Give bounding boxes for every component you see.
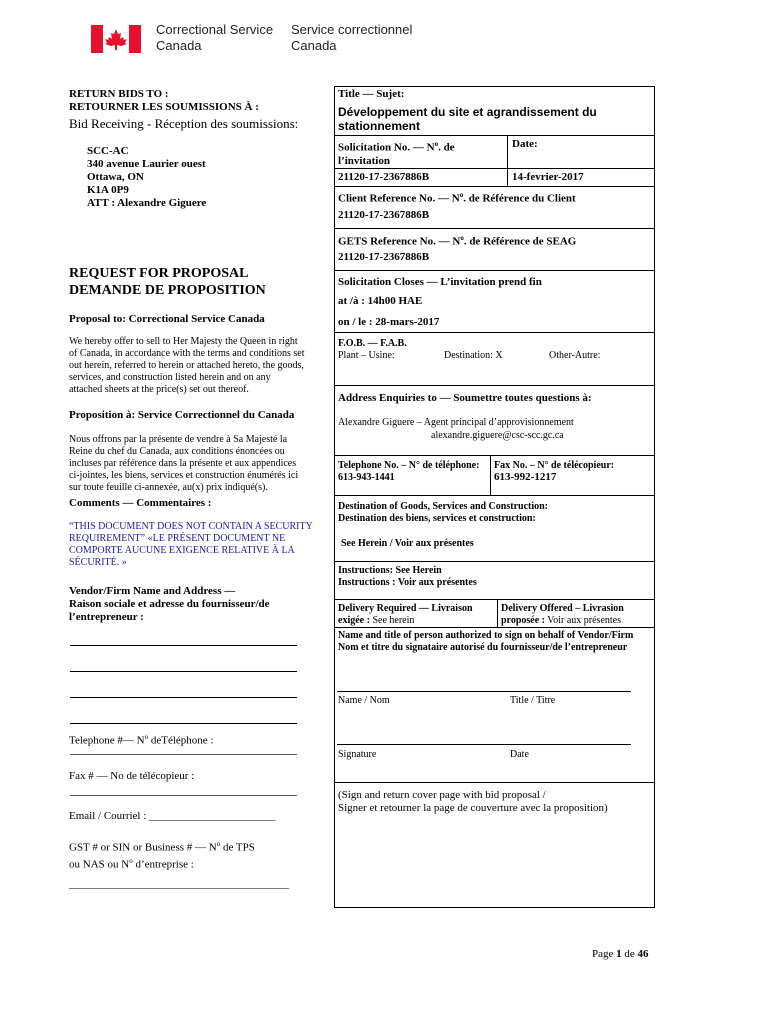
security-line: REQUIREMENT” «LE PRÉSENT DOCUMENT NE [69, 533, 286, 544]
telephone-label-a: Telephone #— N [69, 734, 145, 747]
divider [334, 385, 655, 386]
signature-field[interactable] [337, 744, 631, 745]
delivery-required-value: See herein [369, 615, 415, 626]
fob-label: F.O.B. — F.A.B. [338, 338, 407, 349]
vendor-line-field[interactable] [70, 645, 297, 646]
client-ref-label-b: . de Référence du Client [463, 192, 576, 205]
nas-label-b: d’entreprise : [132, 858, 194, 871]
dept-en-line1: Correctional Service [156, 22, 274, 37]
security-line: COMPORTE AUCUNE EXIGENCE RELATIVE À LA [69, 545, 295, 556]
proposal-to: Proposal to: Correctional Service Canada [69, 313, 265, 325]
page-label: Page [592, 948, 617, 960]
page-number [592, 948, 649, 961]
sign-note-en: (Sign and return cover page with bid proposal / [338, 789, 546, 801]
fax-field[interactable] [70, 795, 297, 796]
offer-en-line: attached sheets at the price(s) set out thereof. [69, 384, 249, 395]
divider [334, 228, 655, 229]
enquiries-name: Alexandre Giguere – Agent principal d’approvisionnement [338, 417, 574, 428]
divider [334, 599, 655, 600]
divider [334, 782, 655, 783]
offer-fr-line: Reine du chef du Canada, aux conditions énoncées ou [69, 446, 285, 457]
client-ref-value: 21120-17-2367886B [338, 209, 430, 221]
return-bids-en: RETURN BIDS TO : [69, 88, 169, 100]
offer-fr-line: Nous offrons par la présente de vendre à Sa Majesté la [69, 434, 288, 445]
destination-fr: Destination des biens, services et construction: [338, 513, 536, 524]
fob-destination: Destination: X [444, 350, 503, 361]
offer-fr-line: sur toute feuille ci-annexée, au(x) prix indiqué(s). [69, 482, 268, 493]
department-name-en [156, 22, 273, 54]
authorized-signer-label [338, 630, 633, 654]
title-field-label: Title / Titre [510, 695, 556, 706]
destination-label [338, 501, 548, 525]
gst-field[interactable]: ________________________________________ [69, 878, 289, 890]
enquiries-label: Address Enquiries to — Soumettre toutes questions à: [338, 392, 592, 404]
date-field-label: Date [510, 749, 529, 760]
delivery-required-label: exigée : [338, 615, 370, 626]
see-herein: See Herein / Voir aux présentes [341, 538, 474, 549]
date-label: Date: [512, 138, 538, 150]
destination-en: Destination of Goods, Services and Construction: [338, 501, 549, 512]
vendor-line-field[interactable] [70, 697, 297, 698]
gets-sup: o [460, 234, 464, 242]
sign-and-return-note [338, 789, 608, 815]
divider [490, 455, 491, 495]
name-title-field[interactable] [337, 691, 631, 692]
delivery-offered-line-2 [501, 615, 624, 627]
nas-sup: o [129, 856, 133, 865]
telephone-field[interactable] [70, 754, 297, 755]
instructions-en: Instructions: See Herein [338, 565, 442, 576]
fob-plant: Plant – Usine: [338, 350, 395, 361]
return-bids-fr: RETOURNER LES SOUMISSIONS À : [69, 101, 259, 113]
address-line: SCC-AC [87, 145, 129, 157]
vendor-line-field[interactable] [70, 671, 297, 672]
sol-label-b: . de [438, 141, 455, 154]
vendor-heading [69, 585, 270, 624]
telephone-label-b: deTéléphone : [148, 734, 214, 747]
tel-value: 613-943-1441 [338, 472, 395, 483]
vendor-line: Raison sociale et adresse du fournisseur/de [69, 598, 270, 610]
dept-en-line2: Canada [156, 38, 202, 53]
gets-label-a: GETS Reference No. — N [338, 235, 461, 248]
sign-note-fr: Signer et retourner la page de couverture avec la proposition) [338, 802, 608, 814]
closes-label: Solicitation Closes — L’invitation prend fin [338, 276, 542, 288]
nas-label-a: ou NAS ou N [69, 858, 130, 871]
solicitation-label-line-1 [338, 138, 455, 155]
delivery-offered-value: Voir aux présentes [544, 615, 621, 626]
closes-date: on / le : 28-mars-2017 [338, 316, 440, 328]
gst-line-2 [69, 855, 255, 872]
closes-time: at /à : 14h00 HAE [338, 295, 423, 307]
security-line: SÉCURITÉ. » [69, 557, 127, 568]
gets-label-b: . de Référence de SEAG [463, 235, 577, 248]
name-label: Name / Nom [338, 695, 390, 706]
title-label: Title — Sujet: [338, 88, 405, 100]
title-value [338, 105, 597, 133]
offer-en-line: We hereby offer to sell to Her Majesty the Queen in right [69, 336, 298, 347]
divider [334, 186, 655, 187]
address-line: K1A 0P9 [87, 184, 129, 196]
divider [334, 135, 655, 136]
delivery-offered-line-1: Delivery Offered – Livrasion [501, 603, 624, 614]
delivery-required-line-2 [338, 615, 473, 627]
rfp-fr: DEMANDE DE PROPOSITION [69, 283, 266, 298]
divider [334, 627, 655, 628]
delivery-required [338, 603, 473, 627]
offer-en-line: of Canada, in accordance with the terms and conditions set [69, 348, 305, 359]
divider [334, 332, 655, 333]
offer-en-line: services, and construction listed herein and on any [69, 372, 271, 383]
page-of: de [621, 948, 638, 960]
delivery-offered [501, 603, 624, 627]
rfp-en: REQUEST FOR PROPOSAL [69, 266, 249, 281]
dept-fr-line2: Canada [291, 38, 337, 53]
divider [334, 495, 655, 496]
canada-flag-icon [91, 25, 141, 53]
dept-fr-line1: Service correctionnel [291, 22, 413, 37]
title-line-2: stationnement [338, 119, 421, 133]
offer-text-en [69, 336, 304, 396]
date-value: 14-fevrier-2017 [512, 171, 584, 183]
solicitation-label-line-2: l’invitation [338, 154, 390, 167]
client-ref-label-a: Client Reference No. — N [338, 192, 460, 205]
client-ref-label [338, 189, 576, 206]
fob-other: Other-Autre: [549, 350, 601, 361]
offer-fr-line: ci-jointes, les biens, services et construction énumérés ici [69, 470, 299, 481]
solicitation-no-value: 21120-17-2367886B [338, 171, 430, 183]
vendor-line-field[interactable] [70, 723, 297, 724]
gst-sup: o [216, 840, 221, 848]
address-line: Ottawa, ON [87, 171, 144, 183]
gets-label [338, 232, 576, 249]
email-field[interactable]: Email / Courriel : _______________________ [69, 810, 276, 822]
divider [334, 561, 655, 562]
divider [507, 135, 508, 186]
sol-label-a: Solicitation No. — N [338, 141, 435, 154]
gst-label-b: de TPS [220, 841, 255, 854]
enquiries-email: alexandre.giguere@csc-scc.gc.ca [431, 430, 564, 441]
divider [334, 168, 655, 169]
security-notice [69, 521, 313, 569]
page-total: 46 [637, 948, 649, 960]
bid-receiving: Bid Receiving - Réception des soumissions: [69, 116, 299, 131]
divider [334, 455, 655, 456]
gst-label-a: GST # or SIN or Business # — N [69, 841, 217, 854]
rfp-heading [69, 265, 266, 299]
gets-value: 21120-17-2367886B [338, 251, 430, 263]
fax-no-label: Fax No. – N° de télécopieur: [494, 460, 615, 471]
signature-label: Signature [338, 749, 377, 760]
return-address [87, 145, 206, 210]
sol-sup: o [434, 140, 439, 148]
fax-no-value: 613-992-1217 [494, 471, 557, 483]
title-line-1: Développement du site et agrandissement du [338, 105, 597, 119]
fax-label: Fax # — No de télécopieur : [69, 770, 195, 782]
vendor-line: l’entrepreneur : [69, 611, 144, 623]
solicitation-no-label [338, 138, 455, 168]
tel-label: Telephone No. – N° de téléphone: [338, 460, 480, 471]
security-line: “THIS DOCUMENT DOES NOT CONTAIN A SECURITY [69, 521, 313, 532]
gst-label [69, 838, 255, 871]
auth-fr: Nom et titre du signataire autorisé du fournisseur/de l’entrepreneur [338, 642, 628, 653]
offer-fr-line: incluses par référence dans la présente et aux appendices [69, 458, 297, 469]
gst-line-1 [69, 838, 255, 855]
delivery-required-line-1: Delivery Required — Livraison [338, 603, 473, 614]
address-line: 340 avenue Laurier ouest [87, 158, 206, 170]
divider [334, 270, 655, 271]
return-bids-heading [69, 88, 259, 114]
address-line: ATT : Alexandre Giguere [87, 197, 207, 209]
offer-text-fr [69, 434, 298, 494]
auth-en: Name and title of person authorized to sign on behalf of Vendor/Firm [338, 630, 634, 641]
divider [497, 599, 498, 627]
page-current: 1 [616, 948, 622, 960]
delivery-offered-label: proposée : [501, 615, 545, 626]
telephone-label [69, 731, 213, 748]
instructions-fr: Instructions : Voir aux présentes [338, 577, 477, 588]
proposition-a: Proposition à: Service Correctionnel du Canada [69, 409, 295, 421]
instructions [338, 565, 477, 589]
comments-label: Comments — Commentaires : [69, 497, 212, 509]
vendor-line: Vendor/Firm Name and Address — [69, 585, 236, 597]
telephone-sup: o [144, 733, 149, 741]
client-ref-sup: o [459, 191, 464, 199]
department-name-fr [291, 22, 412, 54]
offer-en-line: out herein, referred to herein or attached hereto, the goods, [69, 360, 304, 371]
